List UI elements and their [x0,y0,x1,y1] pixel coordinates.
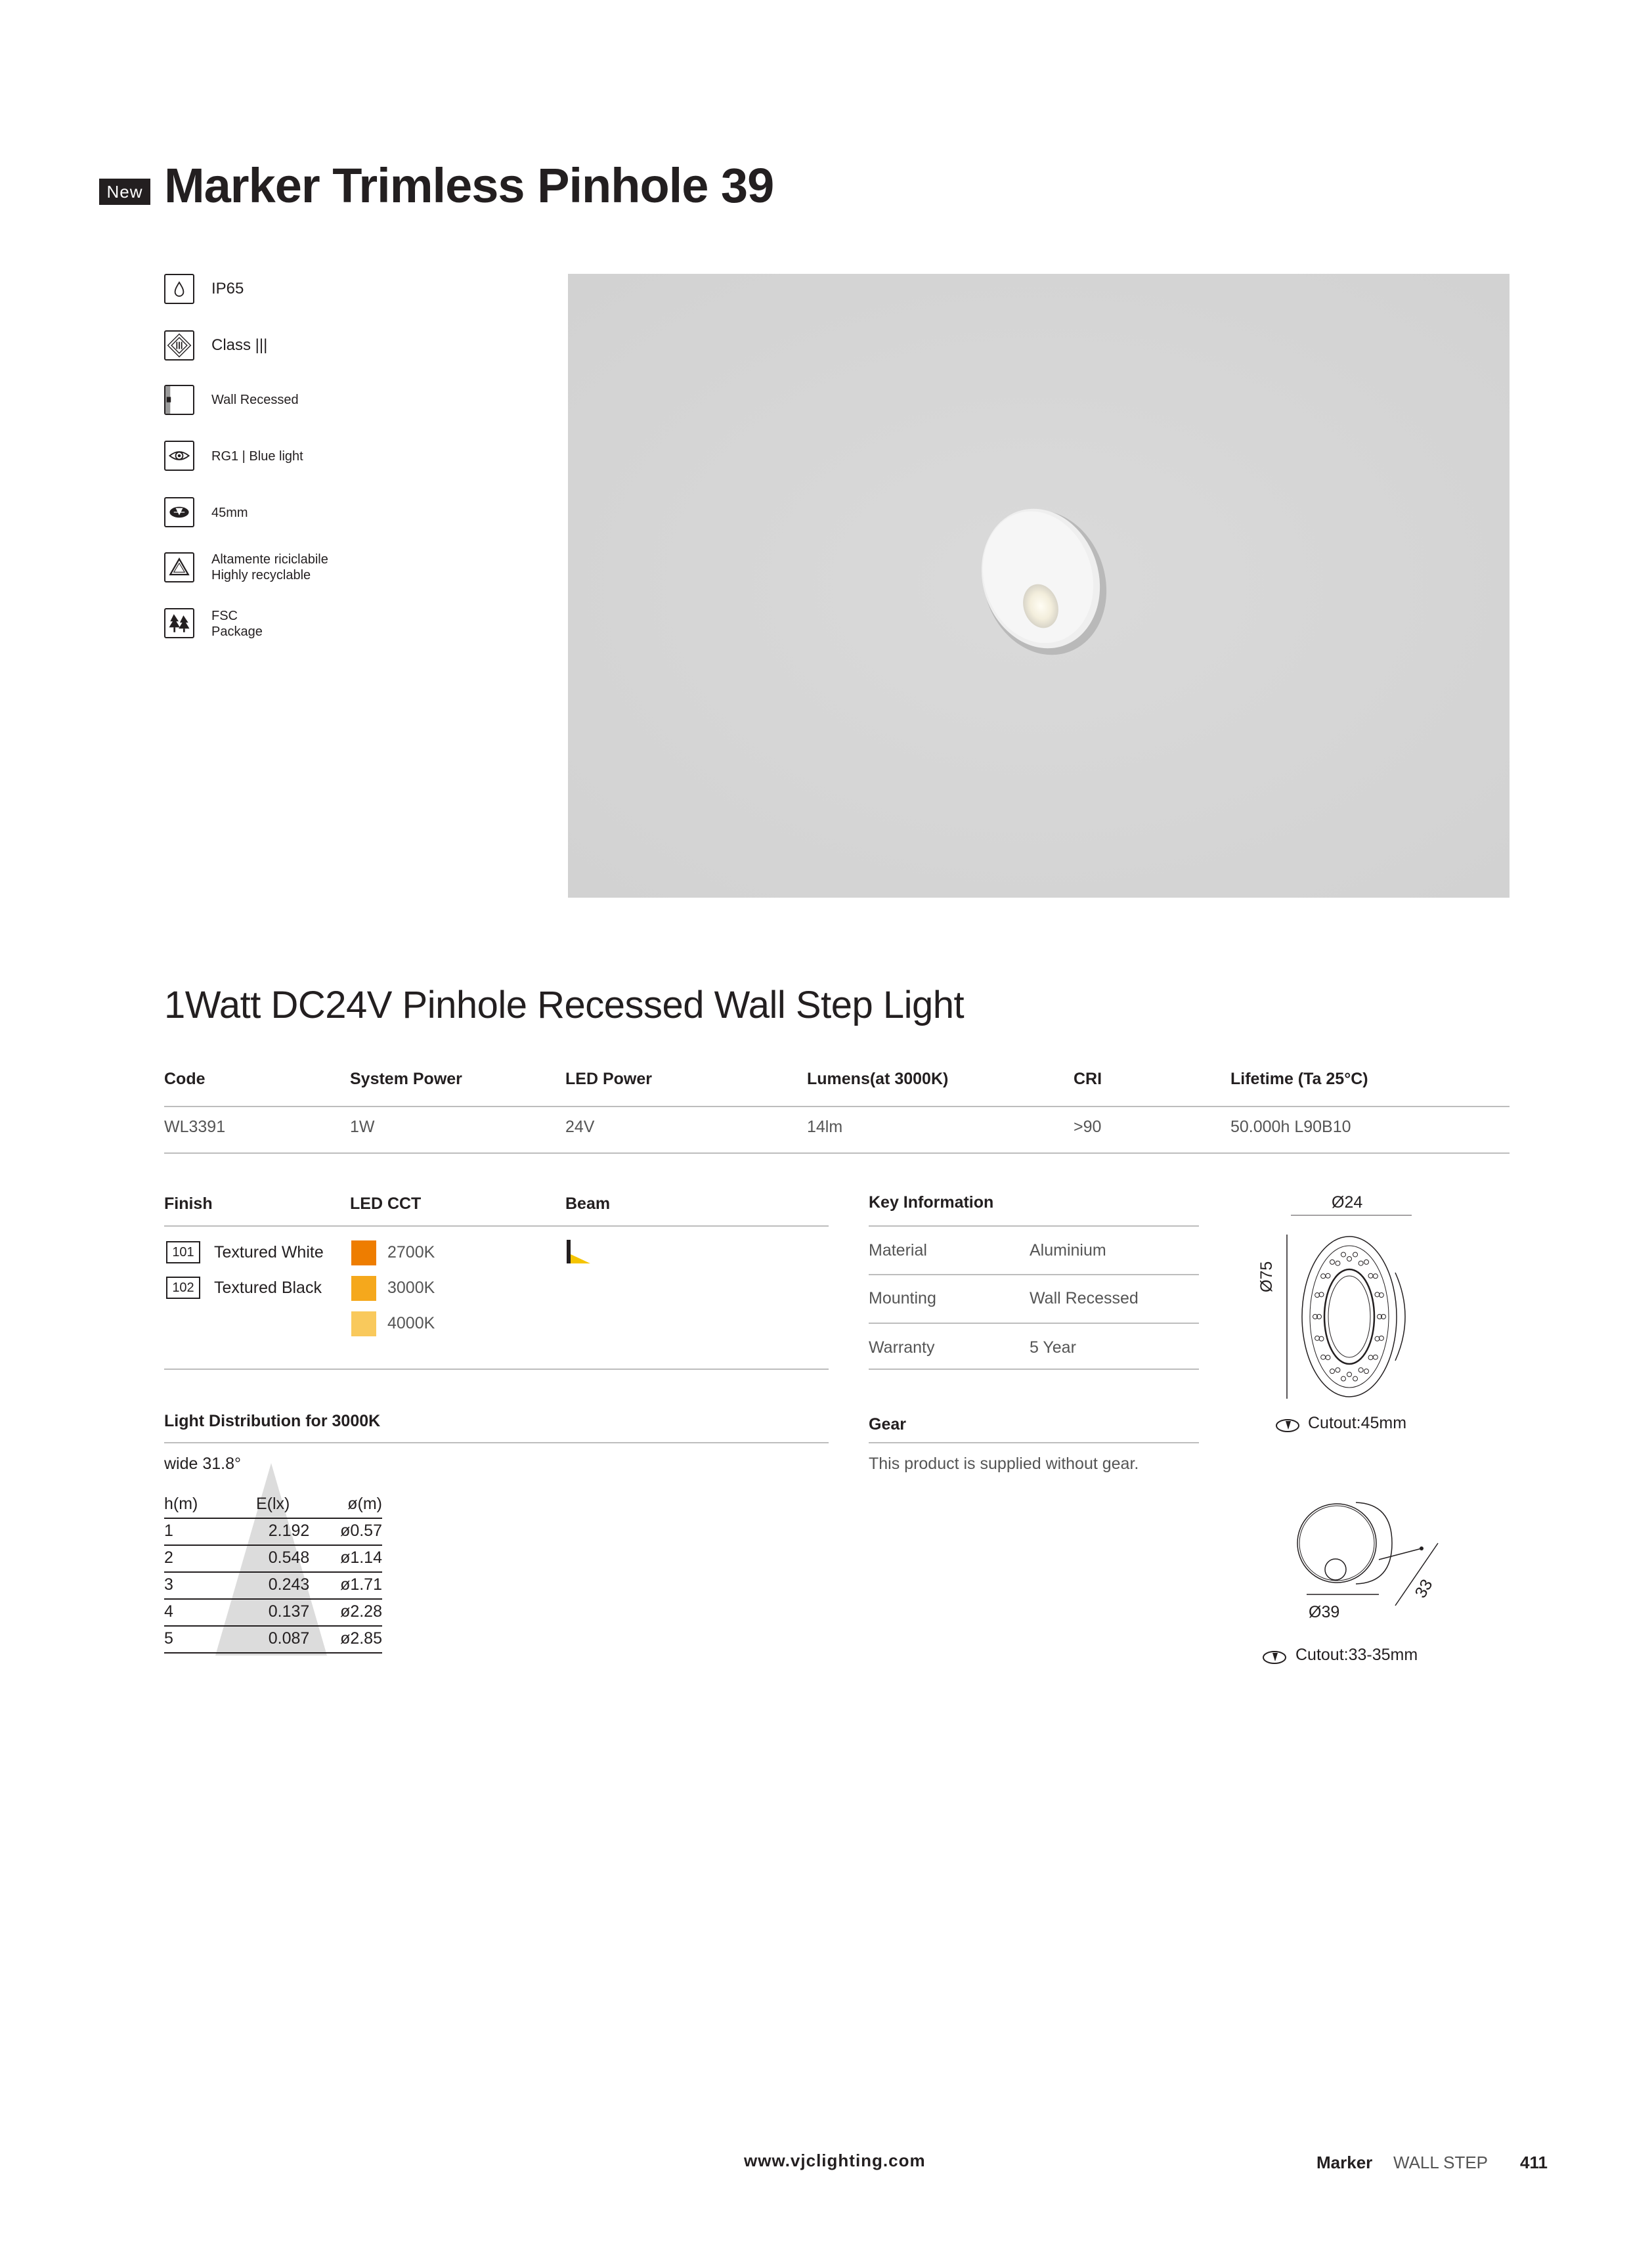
beam-angle: wide 31.8° [164,1455,242,1473]
beam-icon [567,1240,593,1265]
cct-label: 3000K [387,1279,435,1297]
cell-diameter: ø1.71 [340,1575,382,1594]
gear-text: This product is supplied without gear. [869,1455,1139,1473]
divider [869,1323,1199,1324]
cell-height: 4 [164,1602,173,1621]
cell-height: 5 [164,1629,173,1648]
cct-swatch-4000k [351,1311,376,1336]
key-info-label: Material [869,1241,927,1260]
cell-diameter: ø1.14 [340,1548,382,1567]
key-info-label: Mounting [869,1289,936,1307]
key-info-label: Warranty [869,1338,935,1357]
finish-header: Finish [164,1194,213,1213]
spec-value: WL3391 [164,1118,226,1136]
feature-label: RG1 | Blue light [211,449,303,464]
feature-label: FSC [211,609,238,623]
front-drawing [1254,1215,1418,1405]
spec-header: Lumens(at 3000K) [807,1070,949,1088]
eye-icon [164,441,194,471]
cell-diameter: ø2.85 [340,1629,382,1648]
cell-diameter: ø0.57 [340,1522,382,1540]
cutout-label: Cutout:33-35mm [1295,1646,1418,1664]
page-number: 411 [1520,2153,1548,2172]
spec-value: >90 [1074,1118,1102,1136]
product-subtitle: 1Watt DC24V Pinhole Recessed Wall Step Light [164,984,965,1026]
dimension-label: Ø24 [1332,1193,1363,1212]
feature-label: Package [211,625,263,639]
cutout-icon [1275,1418,1300,1433]
cct-swatch-2700k [351,1240,376,1265]
cell-height: 3 [164,1575,173,1594]
footer-url[interactable]: www.vjclighting.com [744,2151,926,2170]
recycle-icon [164,552,194,582]
cell-illuminance: 0.137 [268,1602,310,1621]
cutout-icon [1262,1650,1287,1665]
cct-swatch-3000k [351,1276,376,1301]
footer-category: WALL STEP [1393,2153,1489,2172]
beam-header: Beam [565,1194,611,1213]
divider [869,1274,1199,1275]
feature-label: IP65 [211,280,244,297]
spec-value: 14lm [807,1118,843,1136]
finish-name: Textured Black [214,1279,322,1297]
finish-code: 101 [166,1241,200,1263]
table-row [164,1518,382,1546]
feature-label: 45mm [211,506,248,520]
key-info-value: Wall Recessed [1030,1289,1139,1307]
cell-height: 1 [164,1522,173,1540]
spec-value: 50.000h L90B10 [1230,1118,1351,1136]
cct-label: 2700K [387,1243,435,1261]
gear-title: Gear [869,1415,906,1434]
divider [164,1225,829,1227]
column-header: ø(m) [347,1495,382,1513]
footer-family: Marker [1316,2153,1373,2172]
feature-label: Highly recyclable [211,568,311,582]
dimension-label: Ø75 [1257,1261,1276,1292]
cell-illuminance: 0.087 [268,1629,310,1648]
spec-header: LED Power [565,1070,652,1088]
key-info-value: Aluminium [1030,1241,1106,1260]
cell-diameter: ø2.28 [340,1602,382,1621]
new-badge: New [99,179,150,205]
column-header: h(m) [164,1495,198,1513]
spec-value: 24V [565,1118,595,1136]
product-photo [568,274,1510,898]
cell-illuminance: 0.548 [268,1548,310,1567]
table-row [164,1598,382,1627]
cutout-label: Cutout:45mm [1308,1414,1407,1432]
divider [164,1369,829,1370]
class-3-icon [164,330,194,361]
light-distribution-title: Light Distribution for 3000K [164,1412,381,1430]
dimension-label: 33 [1411,1576,1437,1602]
divider [164,1152,1510,1154]
cell-height: 2 [164,1548,173,1567]
cutout-icon [164,497,194,527]
column-header: E(lx) [256,1495,290,1513]
table-row [164,1545,382,1573]
fsc-trees-icon [164,608,194,638]
finish-code: 102 [166,1277,200,1299]
cell-illuminance: 2.192 [268,1522,310,1540]
divider [164,1106,1510,1107]
dimension-label: Ø39 [1309,1603,1340,1621]
divider [869,1369,1199,1370]
divider [164,1442,829,1443]
feature-label: Wall Recessed [211,393,299,407]
key-info-title: Key Information [869,1193,994,1212]
table-header-row [164,1491,382,1519]
spec-header: System Power [350,1070,462,1088]
feature-label: Altamente riciclabile [211,552,328,567]
feature-label: Class ||| [211,336,268,354]
page-title: Marker Trimless Pinhole 39 [164,158,774,213]
cct-label: 4000K [387,1314,435,1332]
spec-value: 1W [350,1118,375,1136]
spec-header: CRI [1074,1070,1102,1088]
finish-name: Textured White [214,1243,324,1261]
divider [869,1225,1199,1227]
waterdrop-icon [164,274,194,304]
key-info-value: 5 Year [1030,1338,1076,1357]
divider [869,1442,1199,1443]
table-row [164,1625,382,1654]
cct-header: LED CCT [350,1194,422,1213]
spec-header: Code [164,1070,206,1088]
cell-illuminance: 0.243 [268,1575,310,1594]
table-row [164,1571,382,1600]
spec-header: Lifetime (Ta 25°C) [1230,1070,1368,1088]
wall-recessed-icon [164,385,194,415]
